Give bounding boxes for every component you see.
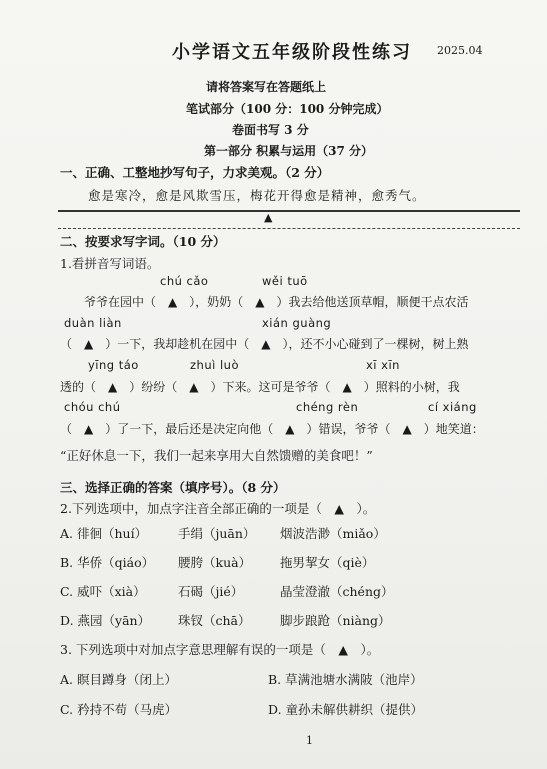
- pinyin-weituo: wěi tuō: [262, 274, 308, 288]
- section1-heading: 一、正确、工整地抄写句子，力求美观。（2 分）: [60, 165, 330, 180]
- q3-instruction: 3. 下列选项中对加点字意思理解有误的一项是（ ▲ ）。: [60, 642, 380, 657]
- q2-option-c: C. 威吓（xià）: [60, 584, 146, 599]
- written-part-note: 笔试部分（100 分：100 分钟完成）: [186, 102, 389, 116]
- q2-option-c-3: 晶莹澄澈（chéng）: [280, 584, 394, 599]
- q3-option-a: A. 瞑目蹲身（闭上）: [60, 672, 177, 687]
- exam-date: 2025.04: [437, 44, 483, 57]
- section3-heading: 三、选择正确的答案（填序号）。（8 分）: [60, 480, 286, 495]
- pinyin-zhuiluo: zhuì luò: [190, 358, 239, 372]
- pinyin-xixin: xī xīn: [366, 358, 400, 372]
- q2-option-b-3: 拖男挈女（qiè）: [280, 555, 375, 570]
- passage-line-5: “正好休息一下，我们一起来享用大自然馈赠的美食吧！”: [60, 448, 373, 463]
- page-title: 小学语文五年级阶段性练习: [172, 42, 412, 63]
- q2-option-d-2: 珠钗（chā）: [178, 613, 251, 628]
- passage-line-1: 爷爷在园中（ ▲ ），奶奶（ ▲ ）我去给他送顶草帽，顺便干点农活: [84, 295, 469, 309]
- q1-instruction: 1.看拼音写词语。: [60, 256, 160, 271]
- pinyin-chengren: chéng rèn: [296, 400, 359, 414]
- passage-line-3: 透的（ ▲ ）纷纷（ ▲ ）下来。这可是爷爷（ ▲ ）照料的小树，我: [60, 380, 460, 394]
- q3-option-b: B. 草满池塘水满陂（池岸）: [268, 672, 423, 687]
- answer-marker: ▲: [264, 211, 273, 224]
- q2-option-a-2: 手绢（juān）: [178, 526, 256, 541]
- copy-sentence: 愈是寒冷，愈是风欺雪压，梅花开得愈是精神，愈秀气。: [88, 188, 426, 203]
- q2-option-a: A. 徘徊（huí）: [60, 526, 148, 541]
- part1-heading: 第一部分 积累与运用（37 分）: [204, 144, 374, 158]
- passage-line-4: （ ▲ ）了一下，最后还是决定向他（ ▲ ）错误，爷爷（ ▲ ）地笑道：: [60, 422, 484, 436]
- passage-line-2: （ ▲ ）一下，我却趁机在园中（ ▲ ），还不小心碰到了一棵树，树上熟: [60, 337, 469, 351]
- pinyin-yingtao: yīng táo: [88, 358, 139, 372]
- pinyin-xianguang: xián guàng: [262, 316, 332, 330]
- q2-option-a-3: 烟波浩渺（miǎo）: [280, 526, 386, 541]
- divider-line: [58, 210, 520, 212]
- pinyin-chouchu: chóu chú: [64, 400, 121, 414]
- q2-option-b-2: 腰胯（kuà）: [178, 555, 252, 570]
- pinyin-cixiang: cí xiáng: [428, 400, 477, 414]
- instruction-note: 请将答案写在答题纸上: [206, 80, 327, 94]
- q3-option-c: C. 矜持不苟（马虎）: [60, 702, 178, 717]
- q2-option-d: D. 燕园（yān）: [60, 613, 151, 628]
- section2-heading: 二、按要求写字词。（10 分）: [60, 234, 226, 249]
- q2-option-d-3: 脚步踉跄（niàng）: [280, 613, 391, 628]
- q3-option-d: D. 童孙未解供耕织（提供）: [268, 702, 424, 717]
- q2-option-b: B. 华侨（qiáo）: [60, 555, 155, 570]
- pinyin-chucao: chú cǎo: [160, 274, 209, 288]
- q2-instruction: 2.下列选项中，加点字注音全部正确的一项是（ ▲ ）。: [60, 501, 376, 516]
- pinyin-duanlian: duàn liàn: [64, 316, 122, 330]
- handwriting-note: 卷面书写 3 分: [232, 123, 309, 137]
- q2-option-c-2: 石碣（jié）: [178, 584, 244, 599]
- dashed-divider: [58, 228, 520, 229]
- page-number: 1: [306, 734, 313, 747]
